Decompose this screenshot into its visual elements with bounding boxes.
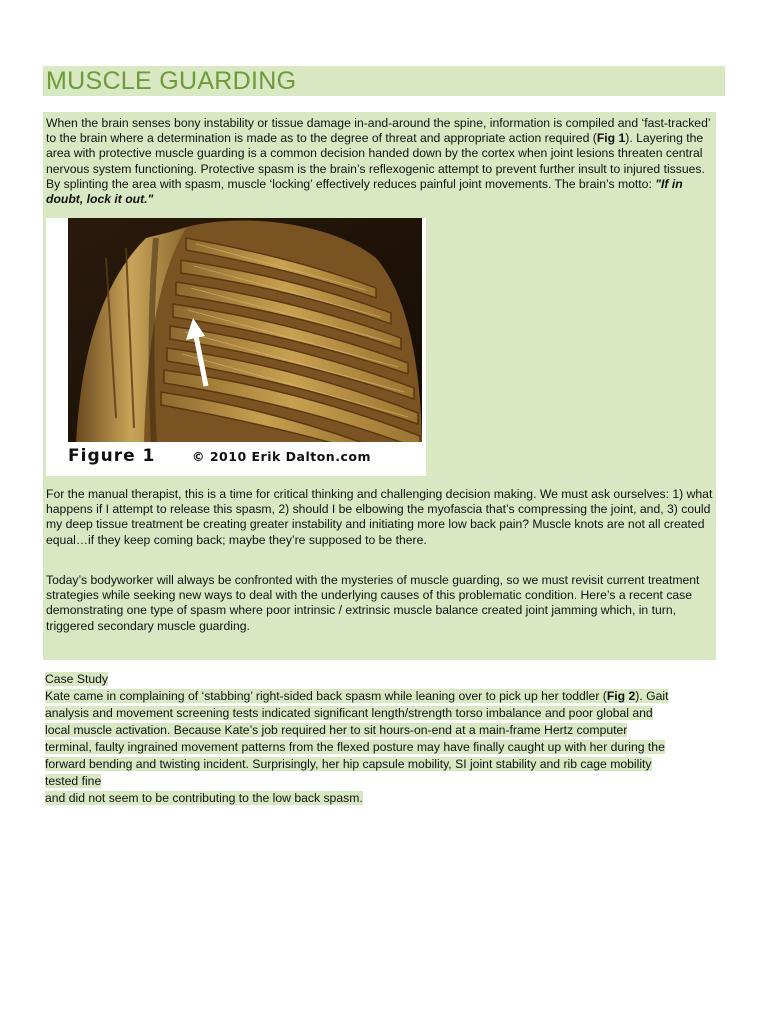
case-study-line: local muscle activation. Because Kate’s job required her to sit hours-on-end at a main-frame Hertz computer — [45, 723, 628, 737]
case-study-heading: Case Study — [45, 672, 109, 686]
intro-text-after: ). Layering the area with protective muscle guarding is a common decision handed down by the cortex when joint lesions threaten central nervous system functioning. Protective spasm is the brain’s reflexogenic attempt to prevent further insult to injured tissues. By splinting the area with spasm, muscle ‘locking’ effectively reduces painful joint movements. The brain’s motto: — [46, 131, 705, 191]
figure-caption — [46, 442, 426, 476]
fig-1-reference: Fig 1 — [596, 131, 626, 146]
main-content-block — [43, 112, 716, 660]
fig-2-reference: Fig 2 — [606, 689, 636, 703]
case-study-line: terminal, faulty ingrained movement patterns from the flexed posture may have finally caught up with her during the — [45, 740, 665, 754]
case-study-section — [45, 671, 713, 807]
figure-copyright: © 2010 Erik Dalton.com — [192, 449, 371, 464]
brain-motto: "If in doubt, lock it out." — [46, 176, 683, 207]
case-study-line: and did not seem to be contributing to the low back spasm. — [45, 791, 363, 805]
case-study-line: tested fine — [45, 774, 102, 788]
figure-1 — [46, 218, 426, 476]
intro-text-before: When the brain senses bony instability or tissue damage in-and-around the spine, information is compiled and ‘fast-tracked’ to the brain where a determination is made as to the degree of threat and appropriate action required ( — [46, 116, 711, 146]
title-bar — [43, 66, 725, 96]
paragraph-bodyworker: Today’s bodyworker will always be confronted with the mysteries of muscle guarding, so we must revisit current treatment strategies while seeking new ways to deal with the underlying causes of this problematic condition. Here’s a recent case demonstrating one type of spasm where poor intrinsic / extrinsic muscle balance created joint jamming which, in turn, triggered secondary muscle guarding. — [46, 573, 700, 633]
case-study-line: forward bending and twisting incident. Surprisingly, her hip capsule mobility, SI joint stability and rib cage mobility — [45, 757, 652, 771]
case-study-line — [45, 688, 713, 705]
figure-label: Figure 1 — [68, 446, 156, 466]
spine-muscle-photo — [46, 218, 426, 444]
paragraph-critical-thinking: For the manual therapist, this is a time for critical thinking and challenging decision making. We must ask ourselves: 1) what happens if I attempt to release this spasm, 2) should I be elbowing the myofascia that’s compressing the joint, and, 3) could my deep tissue treatment be creating greater instability and initiating more low back pain? Muscle knots are not all created equal…if they keep coming back; maybe they’re supposed to be there. — [46, 487, 713, 547]
intro-paragraph — [46, 116, 716, 207]
case-line1-before: Kate came in complaining of ‘stabbing’ right-sided back spasm while leaning over to pick up her toddler ( — [45, 689, 607, 703]
page-title: MUSCLE GUARDING — [46, 67, 297, 95]
case-study-line: analysis and movement screening tests indicated significant length/strength torso imbalance and poor global and — [45, 706, 653, 720]
case-line1-after: ). Gait — [635, 689, 669, 703]
